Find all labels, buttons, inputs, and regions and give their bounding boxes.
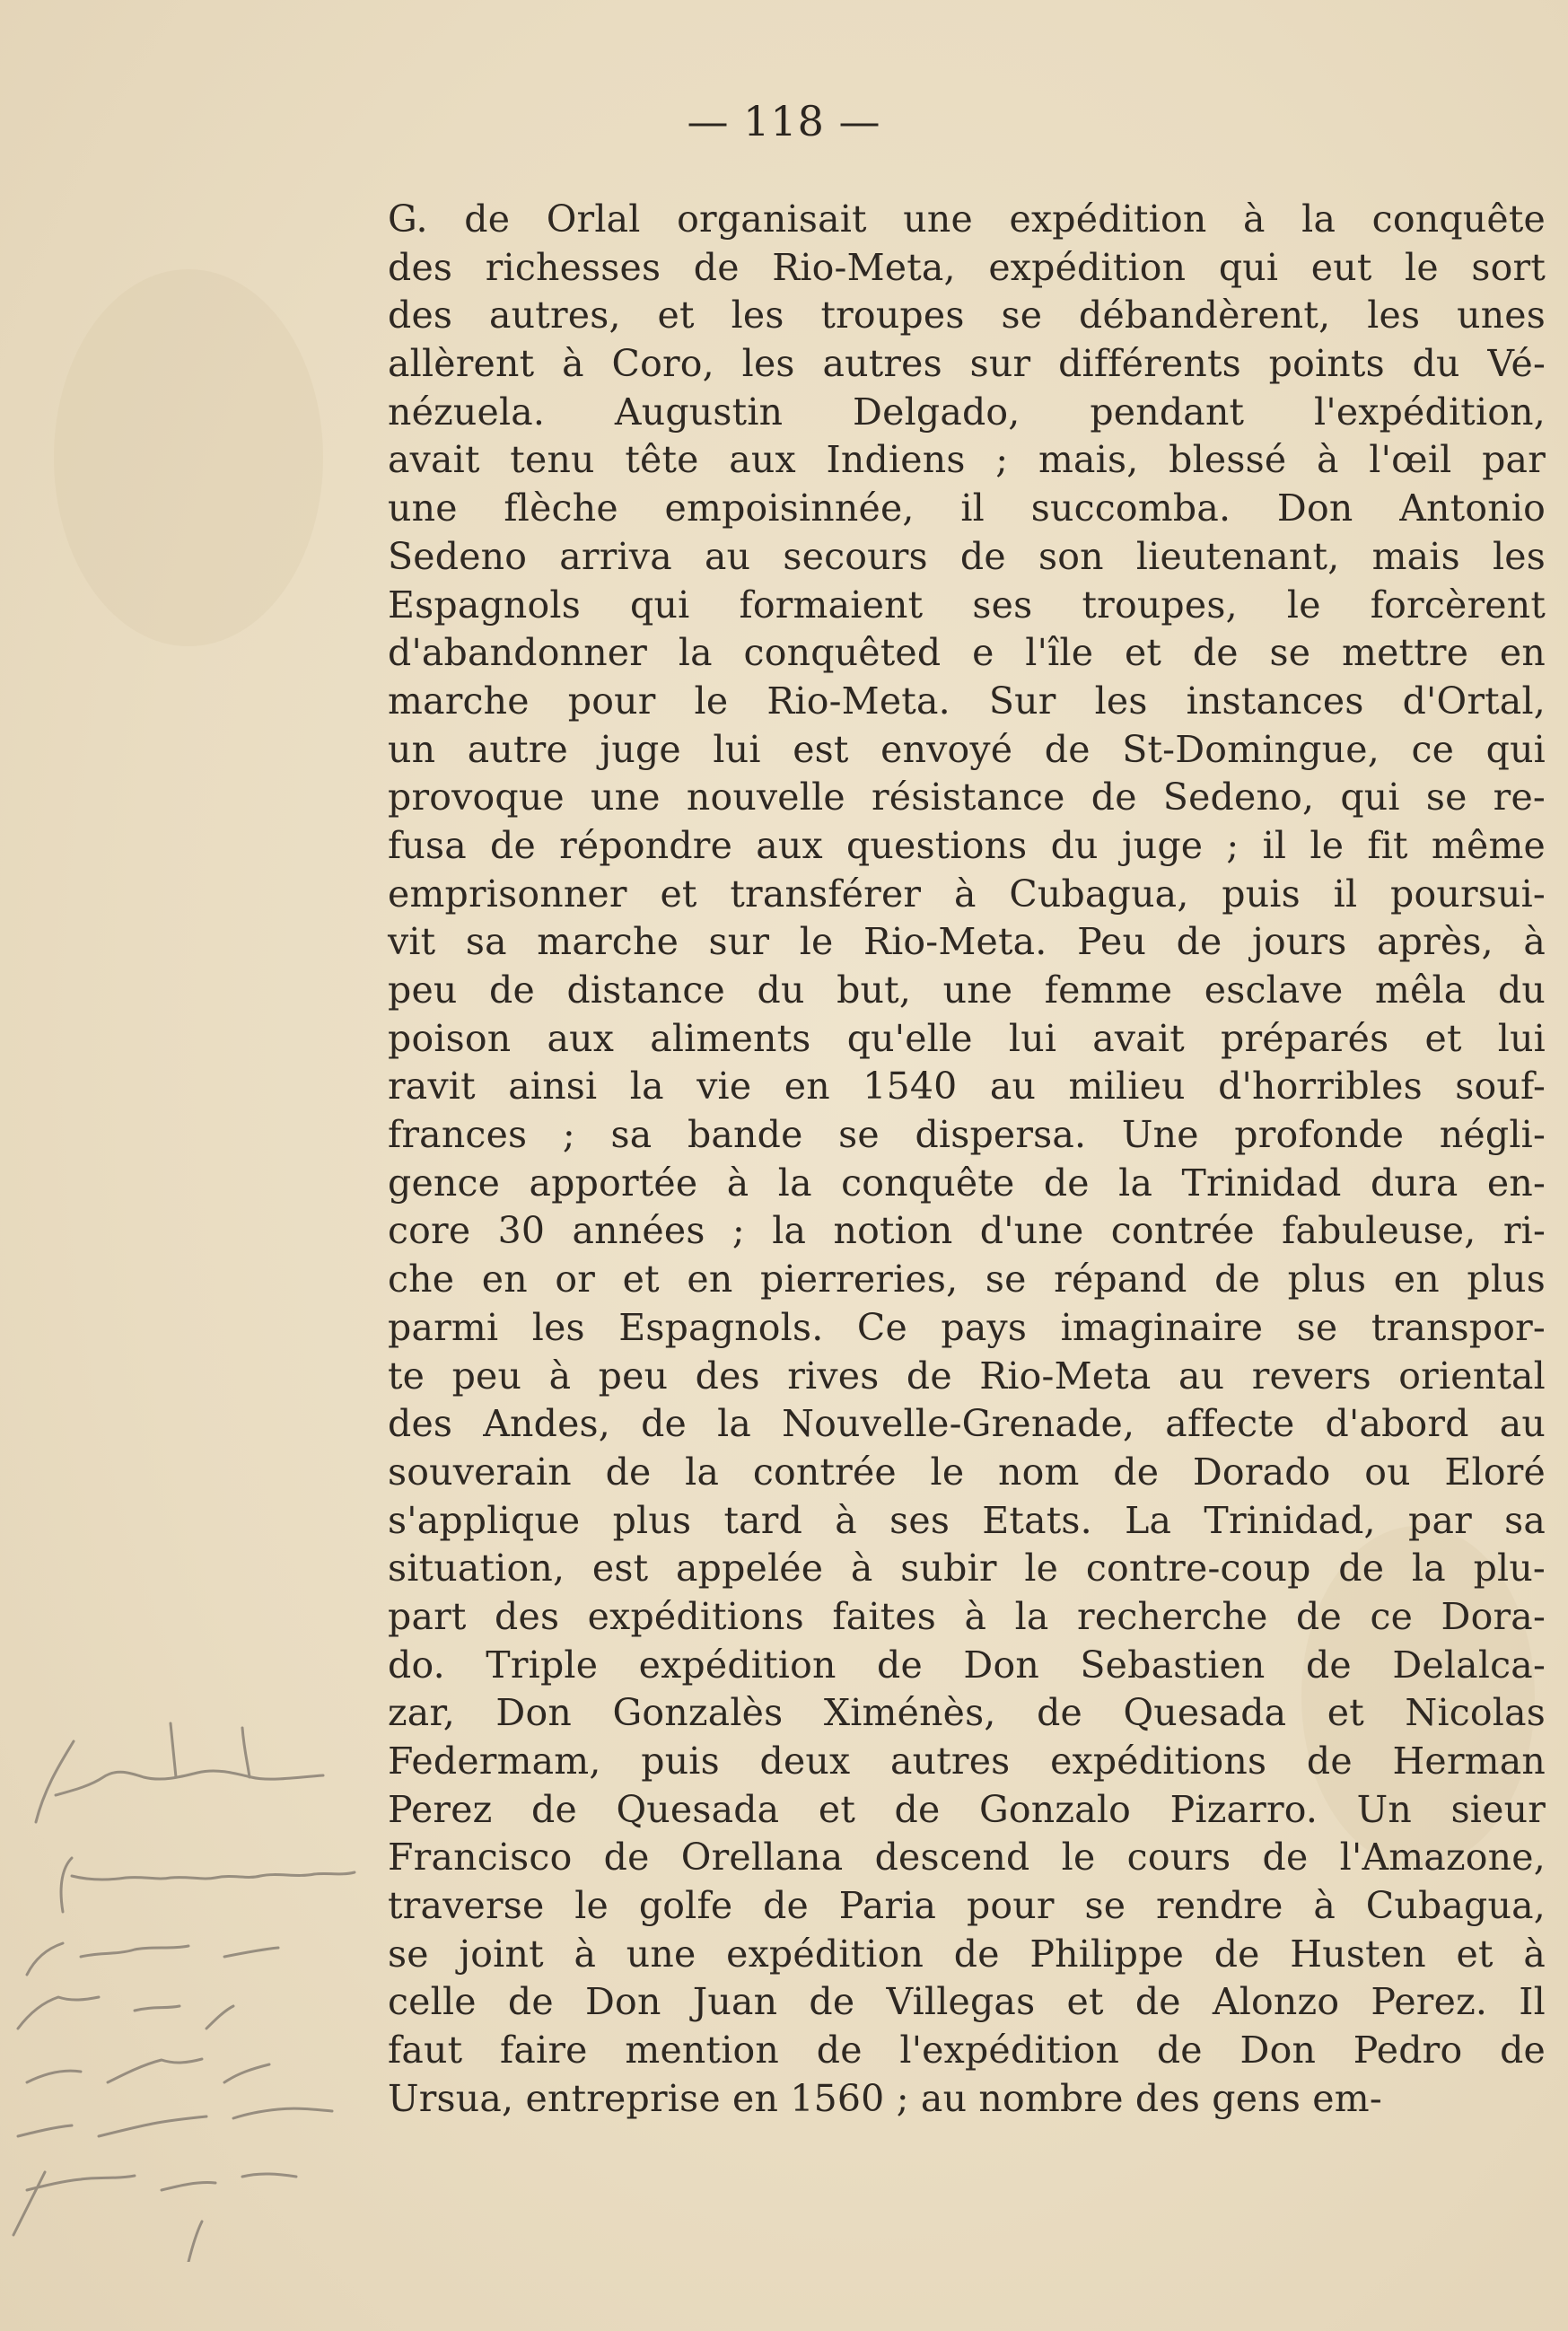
text-line: zar, Don Gonzalès Ximénès, de Quesada et Nicolas	[388, 1691, 1546, 1735]
text-line: situation, est appelée à subir le contre-coup de la plu-	[388, 1547, 1546, 1591]
paper-stain	[54, 269, 323, 646]
text-line: frances ; sa bande se dispersa. Une profonde négli-	[388, 1113, 1546, 1157]
text-line: gence apportée à la conquête de la Trinidad dura en-	[388, 1161, 1546, 1205]
text-line: te peu à peu des rives de Rio-Meta au revers oriental	[388, 1354, 1546, 1398]
body-text	[388, 196, 1546, 2124]
text-line: traverse le golfe de Paria pour se rendre à Cubagua,	[388, 1884, 1546, 1928]
text-line: souverain de la contrée le nom de Dorado ou Eloré	[388, 1450, 1546, 1494]
text-line: celle de Don Juan de Villegas et de Alonzo Perez. Il	[388, 1980, 1546, 2024]
text-line: s'applique plus tard à ses Etats. La Trinidad, par sa	[388, 1498, 1546, 1542]
text-line: Sedeno arriva au secours de son lieutenant, mais les	[388, 534, 1546, 578]
text-line: allèrent à Coro, les autres sur différents points du Vé-	[388, 342, 1546, 386]
text-line: une flèche empoisinnée, il succomba. Don Antonio	[388, 486, 1546, 530]
text-line: peu de distance du but, une femme esclave mêla du	[388, 968, 1546, 1012]
text-line: poison aux aliments qu'elle lui avait préparés et lui	[388, 1016, 1546, 1060]
text-line: emprisonner et transférer à Cubagua, puis il poursui-	[388, 872, 1546, 916]
page-number: — 118 —	[687, 97, 881, 145]
text-line: core 30 années ; la notion d'une contrée fabuleuse, ri-	[388, 1209, 1546, 1253]
pencil-annotation-icon	[9, 1687, 395, 2262]
text-line: avait tenu tête aux Indiens ; mais, blessé à l'œil par	[388, 438, 1546, 482]
text-line: faut faire mention de l'expédition de Don Pedro de	[388, 2029, 1546, 2072]
text-line: che en or et en pierreries, se répand de plus en plus	[388, 1258, 1546, 1301]
text-line: des Andes, de la Nouvelle-Grenade, affecte d'abord au	[388, 1402, 1546, 1446]
text-line: des richesses de Rio-Meta, expédition qui eut le sort	[388, 245, 1546, 289]
text-line: marche pour le Rio-Meta. Sur les instances d'Ortal,	[388, 679, 1546, 723]
text-line: d'abandonner la conquêted e l'île et de se mettre en	[388, 631, 1546, 675]
text-line: ravit ainsi la vie en 1540 au milieu d'horribles souf-	[388, 1065, 1546, 1109]
text-line: vit sa marche sur le Rio-Meta. Peu de jours après, à	[388, 920, 1546, 964]
text-line: parmi les Espagnols. Ce pays imaginaire se transpor-	[388, 1305, 1546, 1349]
text-line: Espagnols qui formaient ses troupes, le forcèrent	[388, 583, 1546, 627]
text-line: nézuela. Augustin Delgado, pendant l'expédition,	[388, 390, 1546, 434]
text-line: Ursua, entreprise en 1560 ; au nombre des gens em-	[388, 2076, 1382, 2120]
text-line: provoque une nouvelle résistance de Sedeno, qui se re-	[388, 776, 1546, 819]
text-line: Federmam, puis deux autres expéditions de Herman	[388, 1739, 1546, 1783]
text-line: un autre juge lui est envoyé de St-Domingue, ce qui	[388, 727, 1546, 771]
text-line: part des expéditions faites à la recherche de ce Dora-	[388, 1594, 1546, 1638]
text-line: se joint à une expédition de Philippe de Husten et à	[388, 1932, 1546, 1976]
text-line: Perez de Quesada et de Gonzalo Pizarro. Un sieur	[388, 1787, 1546, 1831]
text-line: do. Triple expédition de Don Sebastien de Delalca-	[388, 1643, 1546, 1687]
text-line: G. de Orlal organisait une expédition à la conquête	[388, 197, 1546, 241]
text-line: Francisco de Orellana descend le cours de l'Amazone,	[388, 1836, 1546, 1880]
text-line: fusa de répondre aux questions du juge ; il le fit même	[388, 823, 1546, 867]
text-line: des autres, et les troupes se débandèrent, les unes	[388, 294, 1546, 337]
